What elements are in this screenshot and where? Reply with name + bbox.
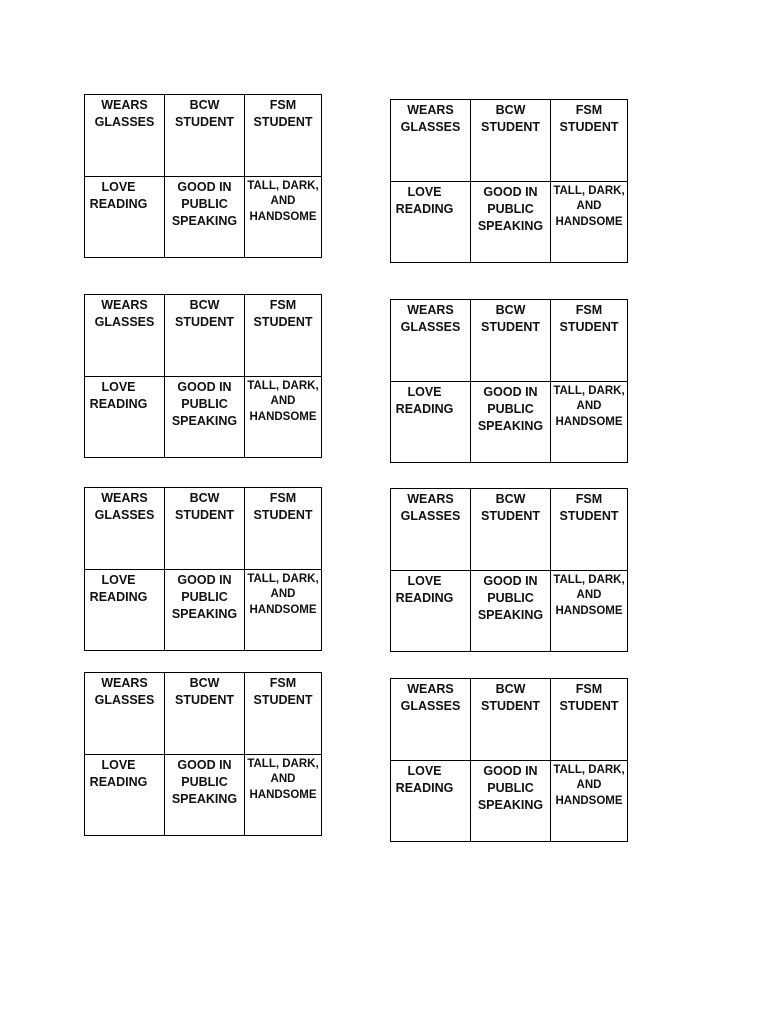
cell-label: TALL, DARK, AND HANDSOME	[247, 379, 319, 423]
bingo-card	[84, 487, 322, 651]
cell-label: GOOD IN PUBLIC SPEAKING	[171, 379, 238, 428]
card-cell	[391, 489, 471, 571]
cell-label: BCW STUDENT	[480, 682, 541, 713]
cell-label: BCW STUDENT	[480, 103, 541, 134]
card-row-top	[85, 295, 322, 377]
cell-label: FSM STUDENT	[559, 682, 619, 713]
card-cell	[391, 381, 471, 463]
card-cell	[471, 100, 551, 182]
card-row-bottom	[391, 181, 628, 263]
card-cell	[165, 295, 245, 377]
cell-label: FSM STUDENT	[559, 303, 619, 334]
bingo-card	[84, 672, 322, 836]
card-row-top	[391, 300, 628, 382]
cell-label: TALL, DARK, AND HANDSOME	[247, 757, 319, 801]
card-row-bottom	[85, 754, 322, 836]
cell-label: FSM STUDENT	[253, 676, 313, 707]
cell-label: TALL, DARK, AND HANDSOME	[553, 184, 625, 228]
card-cell	[85, 569, 165, 651]
cell-label: WEARS GLASSES	[94, 491, 155, 522]
card-row-bottom	[85, 176, 322, 258]
card-cell	[245, 95, 322, 177]
card-cell	[165, 569, 245, 651]
cell-label: GOOD IN PUBLIC SPEAKING	[171, 757, 238, 806]
card-row-top	[85, 95, 322, 177]
card-cell	[85, 376, 165, 458]
card-cell	[471, 181, 551, 263]
cell-label: WEARS GLASSES	[94, 98, 155, 129]
cell-label: WEARS GLASSES	[400, 492, 461, 523]
cell-label: WEARS GLASSES	[400, 103, 461, 134]
cell-label: GOOD IN PUBLIC SPEAKING	[477, 184, 544, 233]
cell-label: FSM STUDENT	[559, 492, 619, 523]
cell-label: LOVE READING	[395, 384, 454, 416]
cell-label: BCW STUDENT	[174, 491, 235, 522]
cell-label: WEARS GLASSES	[400, 303, 461, 334]
card-cell	[85, 488, 165, 570]
card-cell	[471, 381, 551, 463]
cell-label: LOVE READING	[89, 572, 148, 604]
card-cell	[85, 673, 165, 755]
card-cell	[85, 295, 165, 377]
card-cell	[165, 488, 245, 570]
cell-label: TALL, DARK, AND HANDSOME	[247, 179, 319, 223]
card-cell	[391, 300, 471, 382]
card-cell	[165, 754, 245, 836]
card-cell	[551, 300, 628, 382]
card-cell	[551, 570, 628, 652]
cell-label: FSM STUDENT	[253, 491, 313, 522]
card-cell	[391, 760, 471, 842]
card-cell	[245, 176, 322, 258]
cell-label: GOOD IN PUBLIC SPEAKING	[477, 763, 544, 812]
cell-label: LOVE READING	[89, 179, 148, 211]
cell-label: BCW STUDENT	[174, 98, 235, 129]
card-row-top	[85, 488, 322, 570]
cell-label: BCW STUDENT	[174, 298, 235, 329]
card-row-top	[391, 489, 628, 571]
card-cell	[551, 760, 628, 842]
card-cell	[391, 679, 471, 761]
card-cell	[245, 488, 322, 570]
cell-label: GOOD IN PUBLIC SPEAKING	[477, 384, 544, 433]
card-cell	[391, 181, 471, 263]
cell-label: LOVE READING	[89, 757, 148, 789]
card-cell	[85, 95, 165, 177]
card-cell	[245, 295, 322, 377]
cell-label: LOVE READING	[395, 573, 454, 605]
card-cell	[471, 679, 551, 761]
bingo-card	[84, 294, 322, 458]
cell-label: WEARS GLASSES	[94, 298, 155, 329]
cell-label: BCW STUDENT	[480, 492, 541, 523]
cell-label: TALL, DARK, AND HANDSOME	[553, 763, 625, 807]
card-cell	[551, 100, 628, 182]
cell-label: TALL, DARK, AND HANDSOME	[553, 573, 625, 617]
card-cell	[391, 100, 471, 182]
card-cell	[551, 381, 628, 463]
cell-label: TALL, DARK, AND HANDSOME	[247, 572, 319, 616]
card-row-top	[391, 100, 628, 182]
cell-label: GOOD IN PUBLIC SPEAKING	[171, 572, 238, 621]
card-cell	[245, 376, 322, 458]
card-cell	[551, 679, 628, 761]
card-row-top	[85, 673, 322, 755]
cell-label: LOVE READING	[395, 763, 454, 795]
cell-label: BCW STUDENT	[480, 303, 541, 334]
cell-label: FSM STUDENT	[253, 298, 313, 329]
cell-label: FSM STUDENT	[253, 98, 313, 129]
cell-label: BCW STUDENT	[174, 676, 235, 707]
card-cell	[165, 673, 245, 755]
card-row-top	[391, 679, 628, 761]
card-row-bottom	[391, 381, 628, 463]
bingo-card	[390, 299, 628, 463]
bingo-card	[84, 94, 322, 258]
card-cell	[471, 489, 551, 571]
card-cell	[551, 489, 628, 571]
card-row-bottom	[85, 376, 322, 458]
card-row-bottom	[85, 569, 322, 651]
card-cell	[245, 754, 322, 836]
card-cell	[245, 569, 322, 651]
cell-label: FSM STUDENT	[559, 103, 619, 134]
card-cell	[391, 570, 471, 652]
cell-label: TALL, DARK, AND HANDSOME	[553, 384, 625, 428]
card-cell	[551, 181, 628, 263]
bingo-card	[390, 99, 628, 263]
cell-label: GOOD IN PUBLIC SPEAKING	[477, 573, 544, 622]
card-cell	[245, 673, 322, 755]
card-row-bottom	[391, 760, 628, 842]
card-cell	[471, 760, 551, 842]
card-cell	[85, 754, 165, 836]
cell-label: WEARS GLASSES	[400, 682, 461, 713]
card-row-bottom	[391, 570, 628, 652]
cell-label: LOVE READING	[395, 184, 454, 216]
card-cell	[165, 176, 245, 258]
cell-label: WEARS GLASSES	[94, 676, 155, 707]
card-cell	[85, 176, 165, 258]
card-cell	[471, 570, 551, 652]
cell-label: GOOD IN PUBLIC SPEAKING	[171, 179, 238, 228]
card-cell	[165, 376, 245, 458]
card-cell	[165, 95, 245, 177]
card-cell	[471, 300, 551, 382]
bingo-card	[390, 678, 628, 842]
bingo-card	[390, 488, 628, 652]
cell-label: LOVE READING	[89, 379, 148, 411]
